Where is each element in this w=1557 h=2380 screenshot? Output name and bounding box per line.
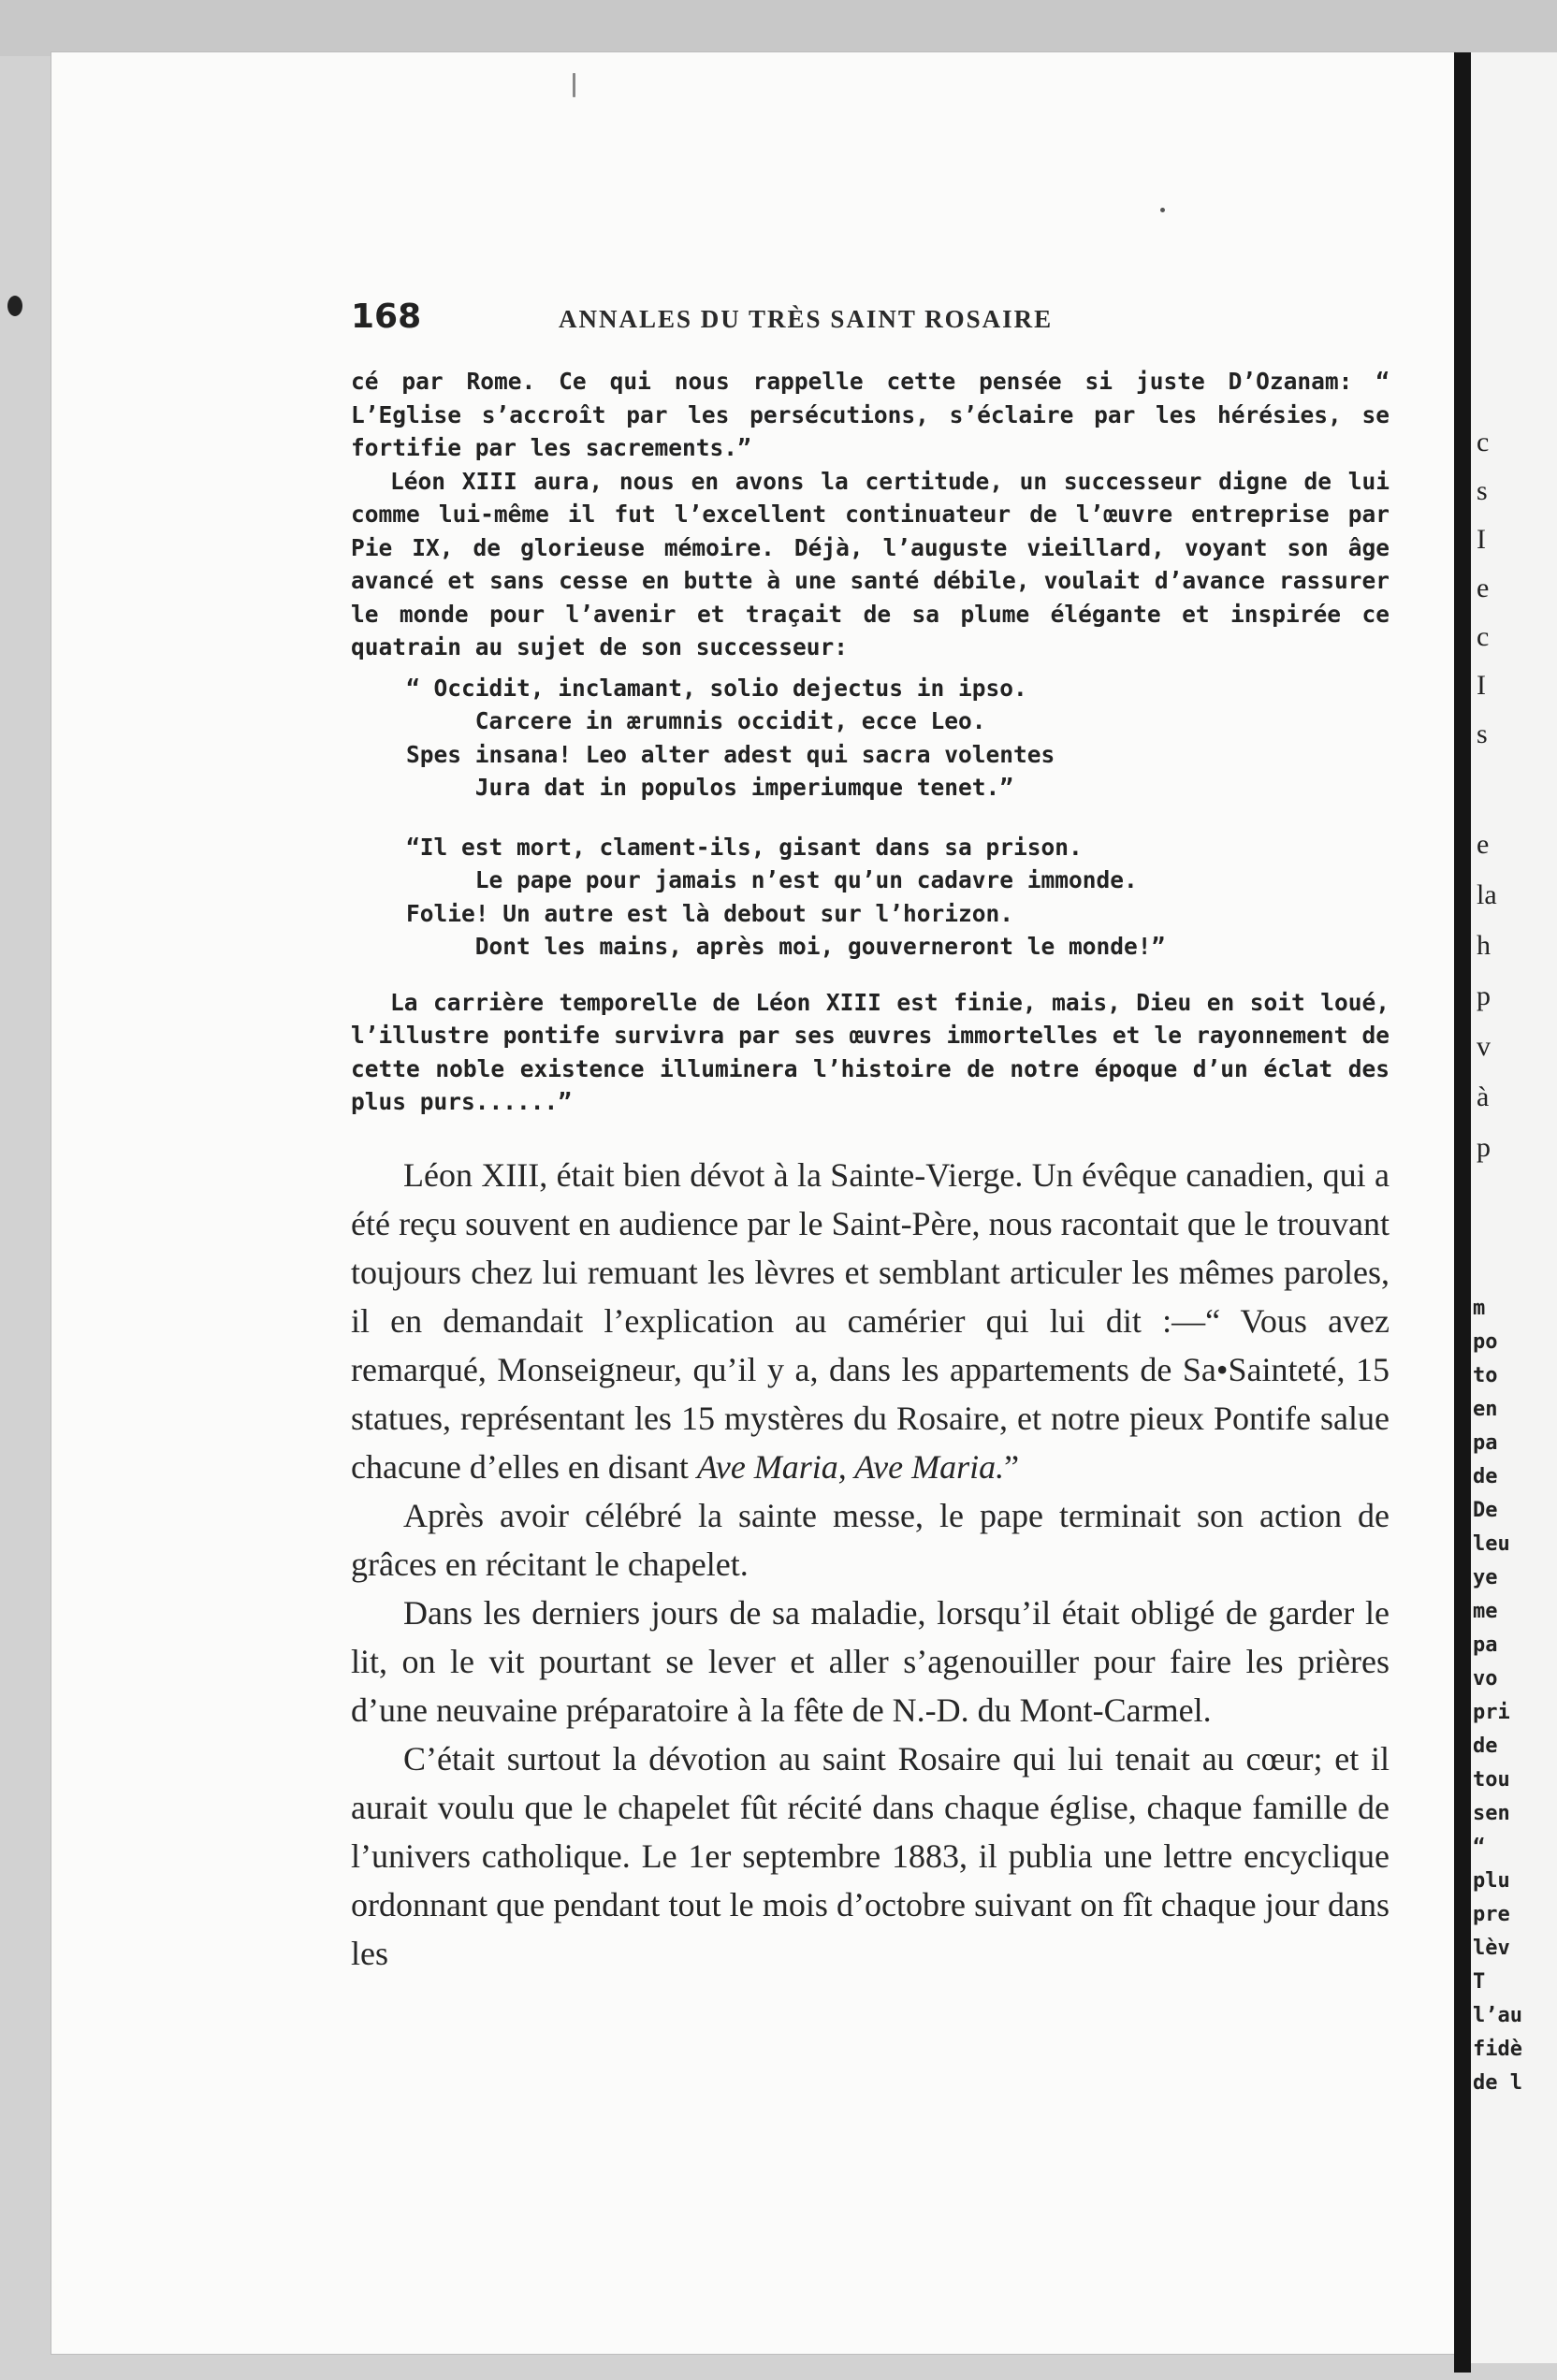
facing-page-fragment: me: [1473, 1600, 1498, 1623]
facing-page-fragment: sen: [1473, 1802, 1510, 1825]
verse-line: Folie! Un autre est là debout sur l’horizon.: [351, 899, 1014, 927]
facing-page-fragment: lèv: [1473, 1937, 1510, 1960]
scan-speck: [7, 296, 22, 316]
paragraph: C’était surtout la dévotion au saint Rosaire qui lui tenait au cœur; et il aurait voulu que le chapelet fût récité dans chaque église, chaque famille de l’univers catholique. Le 1er septembre 1883, il publia une lettre encyclique ordonnant que pendant tout le mois d’octobre suivant on fît chaque jour dans les: [351, 1740, 1390, 1972]
facing-page-fragment: plu: [1473, 1869, 1510, 1893]
facing-page-fragment: m: [1473, 1297, 1486, 1320]
facing-page-fragment: I: [1477, 670, 1486, 701]
facing-page-fragment: p: [1477, 1132, 1491, 1163]
verse-line: Spes insana! Leo alter adest qui sacra volentes: [351, 740, 1055, 768]
facing-page-fragment: tou: [1473, 1768, 1510, 1792]
paragraph: Après avoir célébré la sainte messe, le pape terminait son action de grâces en récitant le chapelet.: [351, 1497, 1390, 1583]
main-text: [351, 1151, 1390, 1978]
facing-page-fragment: l’au: [1473, 2004, 1522, 2027]
page-number: 168: [351, 298, 422, 336]
quoted-article: [351, 365, 1390, 1119]
facing-page-fragment: pre: [1473, 1903, 1510, 1926]
paragraph: [351, 1151, 1390, 1491]
book-gutter: [1454, 52, 1471, 2373]
verse-line: Le pape pour jamais n’est qu’un cadavre immonde.: [351, 866, 1138, 893]
latin-quatrain: [351, 672, 1390, 805]
facing-page-fragment: de: [1473, 1465, 1498, 1488]
scan-background: [0, 0, 1557, 56]
facing-page-fragment: c: [1477, 621, 1490, 652]
facing-page-fragment: pri: [1473, 1701, 1510, 1724]
verse-line: “Il est mort, clament-ils, gisant dans sa prison.: [351, 833, 1083, 861]
facing-page-fragment: s: [1477, 718, 1488, 749]
facing-page-fragment: “: [1473, 1836, 1486, 1859]
facing-page-fragment: la: [1477, 879, 1497, 910]
paragraph: cé par Rome. Ce qui nous rappelle cette pensée si juste D’Ozanam: “ L’Eglise s’accroît par les persécutions, s’éclaire par les hérésies, se fortifie par les sacrements.”: [351, 368, 1390, 461]
paragraph-text: ”: [1004, 1448, 1020, 1486]
facing-page-fragment: e: [1477, 829, 1490, 860]
page-header: [351, 298, 1399, 344]
facing-page-fragment: pa: [1473, 1431, 1498, 1455]
facing-page-edge: [1471, 52, 1557, 2363]
verse-line: Dont les mains, après moi, gouverneront le monde!”: [351, 933, 1166, 960]
closing-paragraph: La carrière temporelle de Léon XIII est finie, mais, Dieu en soit loué, l’illustre pontife survivra par ses œuvres immortelles et le rayonnement de cette noble existence illuminera l’histoire de notre époque d’un éclat des plus purs......”: [351, 988, 1390, 1115]
scan-speck: [573, 73, 575, 97]
facing-page-fragment: fidè: [1473, 2038, 1522, 2061]
running-title: ANNALES DU TRÈS SAINT ROSAIRE: [559, 305, 1054, 333]
facing-page-fragment: to: [1473, 1364, 1498, 1387]
facing-page-fragment: leu: [1473, 1532, 1510, 1556]
facing-page-fragment: I: [1477, 524, 1486, 555]
paragraph-text: Léon XIII, était bien dévot à la Sainte-Vierge. Un évêque canadien, qui a été reçu souvent en audience par le Saint-Père, nous racontait que le trouvant toujours chez lui remuant les lèvres et semblant articuler les mêmes paroles, il en demandait l’explication au camérier qui lui dit :—“ Vous avez remarqué, Monseigneur, qu’il y a, dans les appartements de Sa•Sainteté, 15 statues, représentant les 15 mystères du Rosaire, et notre pieux Pontife salue chacune d’elles en disant: [351, 1156, 1390, 1486]
facing-page-fragment: de l: [1473, 2071, 1522, 2095]
verse-line: Carcere in ærumnis occidit, ecce Leo.: [351, 707, 986, 734]
paragraph: Dans les derniers jours de sa maladie, lorsqu’il était obligé de garder le lit, on le vit pourtant se lever et aller s’agenouiller pour faire les prières d’une neuvaine préparatoire à la fête de N.-D. du Mont-Carmel.: [351, 1594, 1390, 1729]
paragraph: Léon XIII aura, nous en avons la certitude, un successeur digne de lui comme lui-même il fut l’excellent continuateur de l’œuvre entreprise par Pie IX, de glorieuse mémoire. Déjà, l’auguste vieillard, voyant son âge avancé et sans cesse en butte à une santé débile, voulait d’avance rassurer le monde pour l’avenir et traçait de sa plume élégante et inspirée ce quatrain au sujet de son successeur:: [351, 467, 1390, 660]
facing-page-fragment: h: [1477, 930, 1491, 961]
facing-page-fragment: pa: [1473, 1633, 1498, 1657]
facing-page-fragment: e: [1477, 573, 1490, 603]
facing-page-fragment: po: [1473, 1330, 1498, 1354]
facing-page-fragment: de: [1473, 1734, 1498, 1758]
facing-page-fragment: ye: [1473, 1566, 1498, 1589]
facing-page-fragment: De: [1473, 1499, 1498, 1522]
facing-page-fragment: p: [1477, 980, 1491, 1011]
facing-page-fragment: en: [1473, 1398, 1498, 1421]
verse-line: Jura dat in populos imperiumque tenet.”: [351, 774, 1014, 801]
facing-page-fragment: c: [1477, 427, 1490, 457]
facing-page-fragment: v: [1477, 1031, 1491, 1062]
verse-line: “ Occidit, inclamant, solio dejectus in ipso.: [351, 674, 1027, 702]
italic-phrase: Ave Maria, Ave Maria.: [696, 1448, 1005, 1486]
facing-page-fragment: vo: [1473, 1667, 1498, 1691]
facing-page-fragment: s: [1477, 475, 1488, 506]
french-quatrain: [351, 831, 1390, 964]
facing-page-fragment: T: [1473, 1970, 1486, 1994]
scan-speck: [1160, 208, 1165, 212]
facing-page-fragment: à: [1477, 1081, 1490, 1112]
